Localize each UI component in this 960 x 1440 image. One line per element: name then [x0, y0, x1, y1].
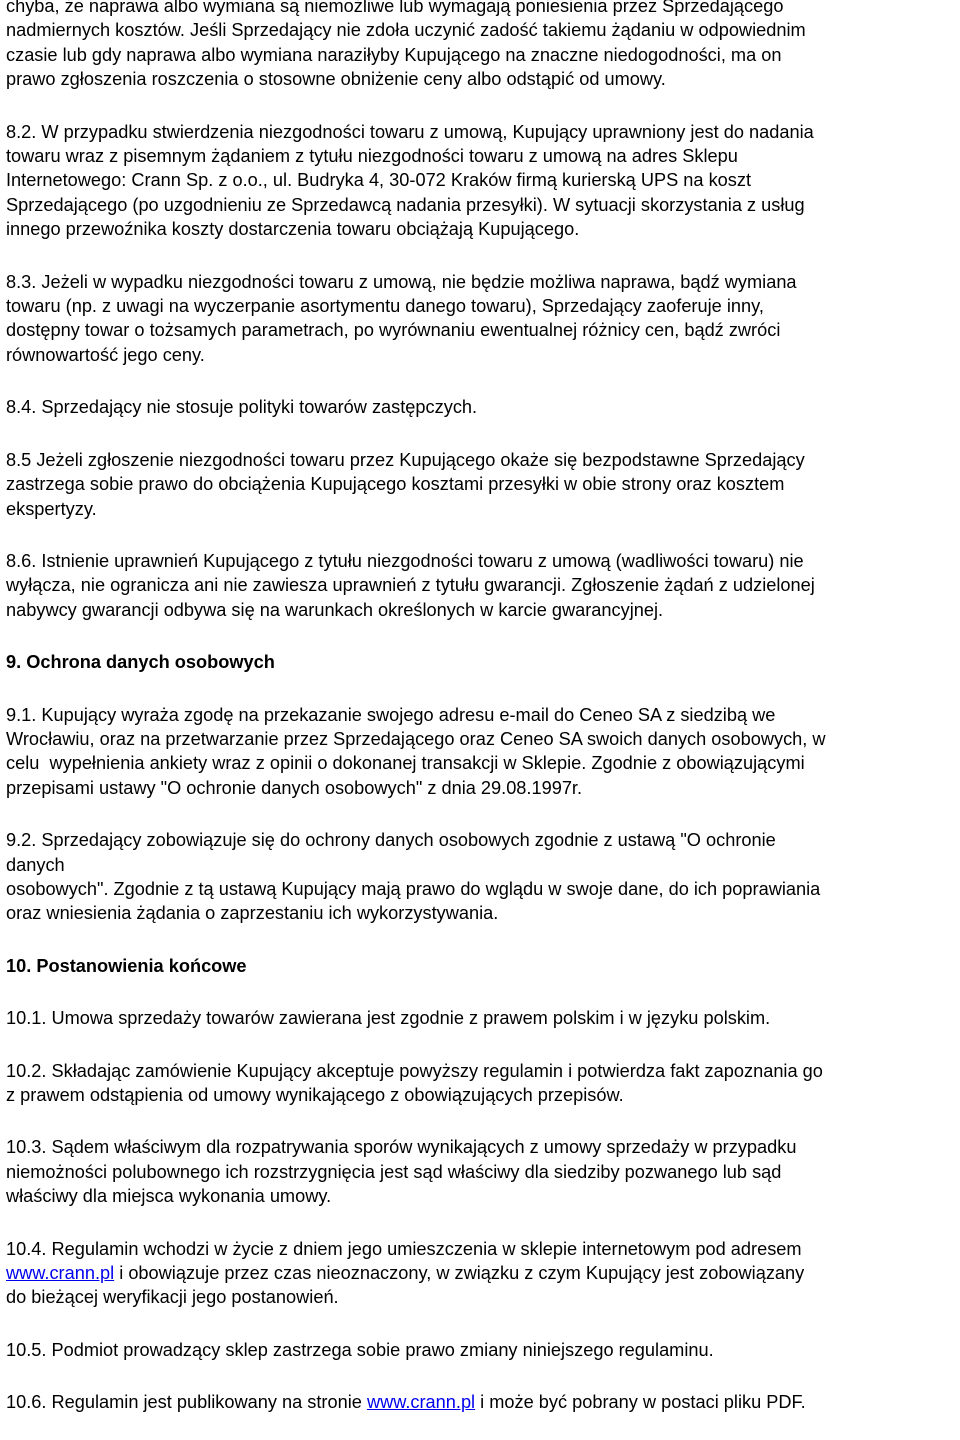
text-line: czasie lub gdy naprawa albo wymiana naraziłyby Kupującego na znaczne niedogodności, ma on: [6, 44, 782, 65]
website-link[interactable]: www.crann.pl: [6, 1263, 115, 1284]
text-line: z prawem odstąpienia od umowy wynikającego z obowiązujących przepisów.: [6, 1085, 624, 1105]
text-line: 10.1. Umowa sprzedaży towarów zawierana jest zgodnie z prawem polskim i w języku polskim.: [6, 1008, 771, 1029]
text-line: innego przewoźnika koszty dostarczenia towaru obciążają Kupującego.: [6, 219, 580, 240]
paragraph-10-6: [6, 1390, 960, 1414]
paragraph-8-2: [6, 120, 960, 242]
section-heading-9: 9. Ochrona danych osobowych: [6, 652, 275, 673]
text-line: nabywcy gwarancji odbywa się na warunkach określonych w karcie gwarancyjnej.: [6, 599, 664, 620]
text-line: [6, 1392, 806, 1412]
paragraph-8-6: [6, 549, 960, 622]
text-line: prawo zgłoszenia roszczenia o stosowne obniżenie ceny albo odstąpić od umowy.: [6, 69, 666, 90]
paragraph-9-1: [6, 703, 960, 801]
text-line: Internetowego: Crann Sp. z o.o., ul. Budryka 4, 30-072 Kraków firmą kurierską UPS na koszt: [6, 170, 752, 191]
text-fragment: i obowiązuje przez czas nieoznaczony, w związku z czym Kupujący jest zobowiązany: [114, 1263, 805, 1284]
text-line: ekspertyzy.: [6, 498, 97, 519]
section-heading-10: 10. Postanowienia końcowe: [6, 955, 247, 976]
text-line: 10.5. Podmiot prowadzący sklep zastrzega sobie prawo zmiany niniejszego regulaminu.: [6, 1339, 714, 1360]
text-line: Sprzedającego (po uzgodnieniu ze Sprzedawcą nadania przesyłki). W sytuacji skorzystania z usług: [6, 194, 805, 215]
text-line: 8.2. W przypadku stwierdzenia niezgodności towaru z umową, Kupujący uprawniony jest do nadania: [6, 121, 814, 142]
text-line: nadmiernych kosztów. Jeśli Sprzedający nie zdoła uczynić zadość takiemu żądaniu w odpowiednim: [6, 20, 806, 41]
text-line: wyłącza, nie ogranicza ani nie zawiesza uprawnień z tytułu gwarancji. Zgłoszenie żądań z udzielonej: [6, 575, 815, 596]
paragraph-10-4: [6, 1237, 960, 1310]
paragraph-10-3: [6, 1135, 960, 1208]
text-line: 10.2. Składając zamówienie Kupujący akceptuje powyższy regulamin i potwierdza fakt zapoznania go: [6, 1060, 823, 1081]
text-line: towaru (np. z uwagi na wyczerpanie asortymentu danego towaru), Sprzedający zaoferuje inny,: [6, 296, 764, 317]
text-line: osobowych". Zgodnie z tą ustawą Kupujący mają prawo do wglądu w swoje dane, do ich poprawiania: [6, 878, 821, 899]
text-line: oraz wniesienia żądania o zaprzestaniu ich wykorzystywania.: [6, 903, 499, 924]
text-line: 9.2. Sprzedający zobowiązuje się do ochrony danych osobowych zgodnie z ustawą "O ochronie: [6, 830, 776, 851]
paragraph-10-5: [6, 1338, 960, 1362]
text-line: równowartość jego ceny.: [6, 344, 205, 365]
text-line: celu wypełnienia ankiety wraz z opinii o dokonanej transakcji w Sklepie. Zgodnie z obowiązującymi: [6, 753, 805, 774]
text-line: Wrocławiu, oraz na przetwarzanie przez Sprzedającego oraz Ceneo SA swoich danych osobowych, w: [6, 728, 826, 749]
paragraph-8-3: [6, 270, 960, 368]
text-line: chyba, że naprawa albo wymiana są niemożliwe lub wymagają poniesienia przez Sprzedającego: [6, 0, 784, 16]
text-line: zastrzega sobie prawo do obciążenia Kupującego kosztami przesyłki w obie strony oraz kosztem: [6, 474, 785, 495]
paragraph-10-1: [6, 1006, 960, 1030]
text-line: 10.4. Regulamin wchodzi w życie z dniem jego umieszczenia w sklepie internetowym pod adresem: [6, 1238, 802, 1259]
text-line: 9.1. Kupujący wyraża zgodę na przekazanie swojego adresu e-mail do Ceneo SA z siedzibą we: [6, 704, 776, 725]
text-line: danych: [6, 854, 65, 875]
paragraph-10-2: [6, 1059, 960, 1108]
paragraph-8-4: [6, 395, 960, 419]
text-line: 8.3. Jeżeli w wypadku niezgodności towaru z umową, nie będzie możliwa naprawa, bądź wymiana: [6, 271, 797, 292]
text-line: właściwy dla miejsca wykonania umowy.: [6, 1186, 332, 1207]
text-line: dostępny towar o tożsamych parametrach, po wyrównaniu ewentualnej różnicy cen, bądź zwróci: [6, 320, 781, 341]
website-link[interactable]: www.crann.pl: [366, 1392, 476, 1413]
text-line: 8.6. Istnienie uprawnień Kupującego z tytułu niezgodności towaru z umową (wadliwości towaru) nie: [6, 550, 804, 571]
text-line: do bieżącej weryfikacji jego postanowień.: [6, 1287, 339, 1308]
text-line: niemożności polubownego ich rozstrzygnięcia jest sąd właściwy dla siedziby pozwanego lub sąd: [6, 1161, 782, 1182]
text-line: [6, 1263, 804, 1283]
text-line: towaru wraz z pisemnym żądaniem z tytułu niezgodności towaru z umową na adres Sklepu: [6, 146, 738, 167]
paragraph-9-2: [6, 828, 960, 926]
text-line: przepisami ustawy "O ochronie danych osobowych" z dnia 29.08.1997r.: [6, 777, 583, 798]
text-line: 10.3. Sądem właściwym dla rozpatrywania sporów wynikających z umowy sprzedaży w przypadku: [6, 1137, 797, 1158]
paragraph-8-5: [6, 448, 960, 521]
paragraph-8-1-continuation: [6, 0, 960, 92]
text-fragment: 10.6. Regulamin jest publikowany na stronie: [6, 1392, 367, 1413]
text-line: 8.4. Sprzedający nie stosuje polityki towarów zastępczych.: [6, 397, 478, 418]
text-fragment: i może być pobrany w postaci pliku PDF.: [475, 1392, 806, 1413]
text-line: 8.5 Jeżeli zgłoszenie niezgodności towaru przez Kupującego okaże się bezpodstawne Sprzedający: [6, 449, 805, 470]
